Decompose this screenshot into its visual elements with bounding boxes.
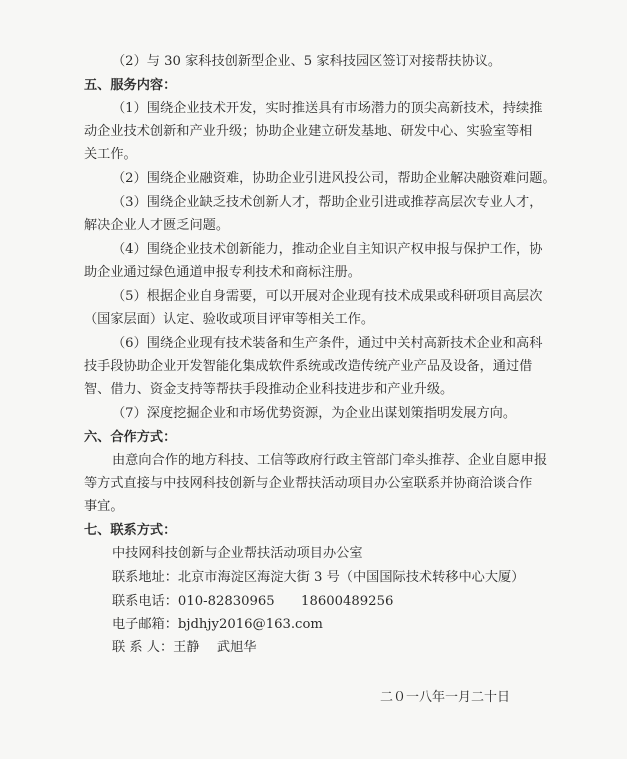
document-date: 二０一八年一月二十日 [380,690,511,705]
section-heading-service: 五、服务内容： [84,78,177,93]
text-line: （2）与 30 家科技创新型企业、5 家科技园区签订对接帮扶协议。 [112,54,502,69]
contact-email: 电子邮箱：bjdhjy2016@163.com [112,617,323,632]
text-line: 解决企业人才匮乏问题。 [84,218,230,233]
section-heading-contact: 七、联系方式： [84,523,177,538]
text-line: 由意向合作的地方科技、工信等政府行政主管部门牵头推荐、企业自愿申报 [112,453,548,468]
text-line: 动企业技术创新和产业升级；协助企业建立研发基地、研发中心、实验室等相 [84,124,533,139]
text-line: （5）根据企业自身需要，可以开展对企业现有技术成果或科研项目高层次 [112,289,543,304]
contact-person: 联 系 人：王静 武旭华 [112,640,257,655]
text-line: 技手段协助企业开发智能化集成软件系统或改造传统产业产品及设备，通过借 [84,359,533,374]
text-line: （7）深度挖掘企业和市场优势资源，为企业出谋划策指明发展方向。 [112,406,517,421]
text-line: 事宜。 [84,499,124,514]
text-line: 等方式直接与中技网科技创新与企业帮扶活动项目办公室联系并协商洽谈合作 [84,476,533,491]
text-line: （国家层面）认定、验收或项目评审等相关工作。 [84,312,375,327]
text-line: （1）围绕企业技术开发，实时推送具有市场潜力的顶尖高新技术，持续推 [112,101,543,116]
contact-address: 联系地址：北京市海淀区海淀大街 3 号（中国国际技术转移中心大厦） [112,570,525,585]
text-line: 关工作。 [84,147,137,162]
section-heading-cooperation: 六、合作方式： [84,430,177,445]
text-line: （3）围绕企业缺乏技术创新人才，帮助企业引进或推荐高层次专业人才， [112,195,543,210]
text-line: （4）围绕企业技术创新能力，推动企业自主知识产权申报与保护工作，协 [112,242,543,257]
text-line: 助企业通过绿色通道申报专利技术和商标注册。 [84,265,361,280]
text-line: （2）围绕企业融资难，协助企业引进风投公司，帮助企业解决融资难问题。 [112,171,556,186]
contact-office: 中技网科技创新与企业帮扶活动项目办公室 [112,546,363,561]
text-line: （6）围绕企业现有技术装备和生产条件，通过中关村高新技术企业和高科 [112,336,543,351]
text-line: 智、借力、资金支持等帮扶手段推动企业科技进步和产业升级。 [84,382,454,397]
contact-phone: 联系电话：010-82830965 18600489256 [112,594,394,609]
